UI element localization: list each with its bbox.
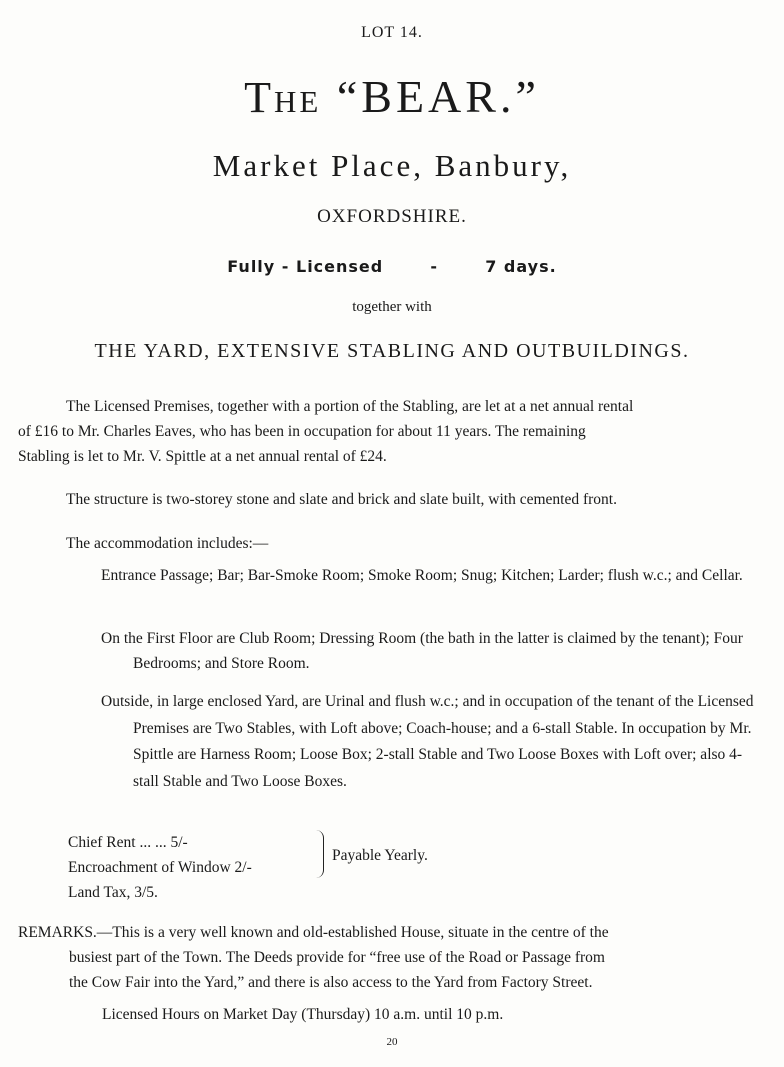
together-with: together with [352,299,432,315]
first-floor-rooms: On the First Floor are Club Room; Dressing Room (the bath in the latter is claimed by the tenant); Four Bedrooms; and Store Room. [101,630,743,672]
remarks-line-3: the Cow Fair into the Yard,” and there is also access to the Yard from Factory Street. [69,974,593,991]
rental-line-2: of £16 to Mr. Charles Eaves, who has been in occupation for about 11 years. The remaining [18,423,586,440]
remarks-line-2: busiest part of the Town. The Deeds provide for “free use of the Road or Passage from [69,949,605,966]
rental-line-3: Stabling is let to Mr. V. Spittle at a net annual rental of £24. [18,448,387,465]
yard-heading: THE YARD, EXTENSIVE STABLING AND OUTBUILDINGS. [94,340,690,362]
title-article: The [244,73,322,122]
licence-type: Fully - Licensed [227,257,384,276]
licence-line [0,257,784,276]
property-title [0,70,784,123]
land-tax: Land Tax, 3/5. [68,884,158,901]
payable-yearly: Payable Yearly. [332,847,428,864]
chief-rent: Chief Rent ... ... 5/- [68,834,188,851]
brace [313,830,324,878]
outside-buildings: Outside, in large enclosed Yard, are Urinal and flush w.c.; and in occupation of the tenant of the Licensed Premises are Two Stables, with Loft above; Coach-house; and a 6-stall Stable. In occupation by Mr. Spittle are Harness Room; Loose Box; 2-stall Stable and Two Loose Boxes with Loft over; also 4-stall Stable and Two Loose Boxes. [101,693,754,790]
page-number: 20 [386,1036,398,1048]
licence-dash: - [430,257,439,276]
ground-floor-rooms: Entrance Passage; Bar; Bar-Smoke Room; Smoke Room; Snug; Kitchen; Larder; flush w.c.; and Cellar. [101,567,743,584]
property-address: Market Place, Banbury, [212,148,572,183]
accommodation-intro: The accommodation includes:— [66,535,269,552]
structure-text: The structure is two-storey stone and slate and brick and slate built, with cemented front. [66,491,617,508]
rental-line-1: The Licensed Premises, together with a portion of the Stabling, are let at a net annual rental [66,398,634,415]
licensed-hours: Licensed Hours on Market Day (Thursday) 10 a.m. until 10 p.m. [102,1006,504,1023]
property-county: OXFORDSHIRE. [317,206,467,227]
licence-days: 7 days. [485,257,557,276]
lot-number: LOT 14. [361,24,423,41]
remarks-line-1: REMARKS.—This is a very well known and old-established House, situate in the centre of the [18,924,609,941]
title-name: “BEAR.” [336,71,540,122]
encroachment-of-window: Encroachment of Window 2/- [68,859,252,876]
